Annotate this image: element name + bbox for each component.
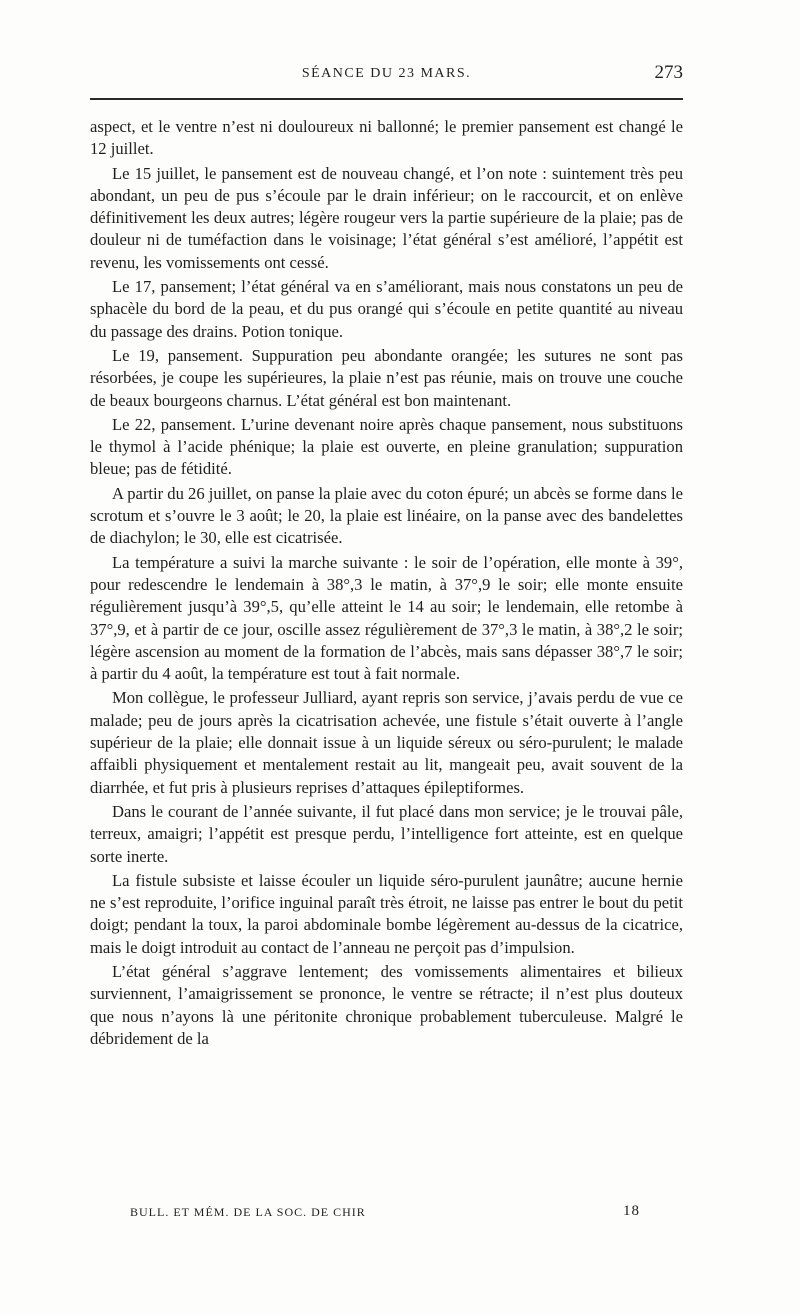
- paragraph: A partir du 26 juillet, on panse la plaie avec du coton épuré; un abcès se forme dans le scrotum et s’ouvre le 3 août; le 20, la plaie est linéaire, on la panse avec des bandelettes de diachylon; le 30, elle est cicatrisée.: [90, 483, 683, 548]
- header-rule: [90, 98, 683, 100]
- paragraph: La fistule subsiste et laisse écouler un liquide séro-purulent jaunâtre; aucune hernie ne s’est reproduite, l’orifice inguinal paraît très étroit, ne laisse pas entrer le bout du petit doigt; pendant la toux, la paroi abdominale bombe légèrement au-dessus de la cicatrice, mais le doigt introduit au contact de l’anneau ne perçoit pas d’impulsion.: [90, 870, 683, 957]
- paragraph: Le 17, pansement; l’état général va en s’améliorant, mais nous constatons un peu de sphacèle du bord de la peau, et du pus orangé qui s’écoule en petite quantité au niveau du passage des drains. Potion tonique.: [90, 277, 683, 341]
- signature-line: [130, 1203, 640, 1223]
- signature-number: 18: [623, 1203, 640, 1219]
- paragraph: Le 15 juillet, le pansement est de nouveau changé, et l’on note : suintement très peu abondant, un peu de pus s’écoule par le drain inférieur; on le raccourcit, et on enlève définitivement les deux autres; légère rougeur vers la partie supérieure de la plaie; pas de douleur ni de tuméfaction dans le voisinage; l’état général s’est amélioré, l’appétit est revenu, les vomissements ont cessé.: [90, 163, 683, 272]
- paragraph: Le 19, pansement. Suppuration peu abondante orangée; les sutures ne sont pas résorbées, je coupe les supérieures, la plaie n’est pas réunie, mais on trouve une couche de beaux bourgeons charnus. L’état général est bon maintenant.: [90, 345, 683, 410]
- page-number: 273: [654, 62, 683, 83]
- body-text: [90, 116, 683, 1052]
- paragraph: Mon collègue, le professeur Julliard, ayant repris son service, j’avais perdu de vue ce malade; peu de jours après la cicatrisation achevée, une fistule s’était ouverte à l’angle supérieur de la plaie; elle donnait issue à un liquide séreux ou séro-purulent; le malade affaibli physiquement et mentalement restait au lit, mangeait peu, avait souvent de la diarrhée, et fut pris à plusieurs reprises d’attaques épileptiformes.: [90, 688, 683, 797]
- paragraph: L’état général s’aggrave lentement; des vomissements alimentaires et bilieux surviennent, l’amaigrissement se prononce, le ventre se rétracte; il n’est plus douteux que nous n’ayons là une péritonite chronique probablement tuberculeuse. Malgré le débridement de la: [90, 961, 683, 1048]
- paragraph: aspect, et le ventre n’est ni douloureux ni ballonné; le premier pansement est changé le 12 juillet.: [90, 117, 683, 159]
- running-title: SÉANCE DU 23 MARS.: [301, 66, 472, 81]
- paragraph: Le 22, pansement. L’urine devenant noire après chaque pansement, nous substituons le thymol à l’acide phénique; la plaie est ouverte, en pleine granulation; suppuration bleue; pas de fétidité.: [90, 414, 683, 479]
- running-head: [90, 62, 683, 86]
- signature-text: BULL. ET MÉM. DE LA SOC. DE CHIR: [130, 1205, 366, 1219]
- paragraph: La température a suivi la marche suivante : le soir de l’opération, elle monte à 39°, pour redescendre le lendemain à 38°,3 le matin, à 37°,9 le soir; elle monte ensuite régulièrement jusqu’à 39°,5, qu’elle atteint le 14 au soir; le lendemain, elle retombe à 37°,9, et à partir de ce jour, oscille assez régulièrement de 37°,3 le matin, à 38°,2 le soir; légère ascension au moment de la formation de l’abcès, mais sans dépasser 38°,7 le soir; à partir du 4 août, la température est tout à fait normale.: [90, 552, 683, 684]
- paragraph: Dans le courant de l’année suivante, il fut placé dans mon service; je le trouvai pâle, terreux, amaigri; l’appétit est presque perdu, l’intelligence fort atteinte, est en quelque sorte inerte.: [90, 801, 683, 866]
